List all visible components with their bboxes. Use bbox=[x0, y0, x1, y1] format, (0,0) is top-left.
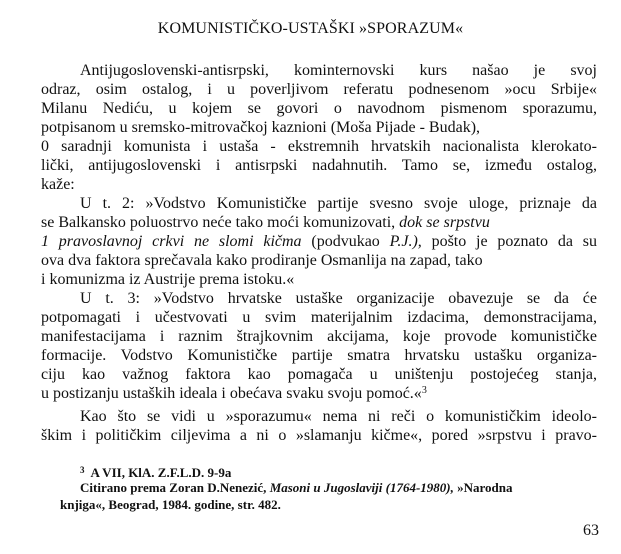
body-line: U t. 3: »Vodstvo hrvatske ustaške organizacije obavezuje se da će bbox=[80, 290, 597, 307]
body-text: pošto je poznato da su bbox=[421, 233, 597, 250]
body-line: formacije. Vodstvo Komunističke partije smatra hrvatsku ustašku organiza- bbox=[41, 347, 597, 364]
footnote-text: Citirano prema Zoran D.Nenezić, bbox=[80, 480, 270, 495]
body-line: ciju kao važnog faktora kao pomagača u uništenju postojećeg stanja, bbox=[41, 366, 597, 383]
body-line: 0 saradnji komunista i ustaša - ekstremnih hrvatskih nacionalista klerokato- bbox=[41, 138, 597, 155]
footnote-book-title: Masoni u Jugoslaviji (1764-1980), bbox=[269, 480, 454, 495]
footnote-number: 3 bbox=[80, 465, 85, 475]
footnote-line bbox=[80, 479, 550, 496]
body-line: Milanu Nediću, u kojem se govori o navodnom pismenom sporazumu, bbox=[41, 100, 597, 117]
body-line: odraz, osim ostalog, i u poverljivom referatu podnesenom »ocu Srbije« bbox=[41, 81, 597, 98]
body-line: kaže: bbox=[41, 176, 75, 193]
body-text: (podvukao bbox=[301, 233, 390, 250]
body-line: ova dva faktora sprečavala kako prodiranje Osmanlija na zapad, tako bbox=[41, 252, 483, 269]
body-line: Antijugoslovenski-antisrpski, kominternovski kurs našao je svoj bbox=[80, 62, 597, 79]
footnote-reference[interactable]: 3 bbox=[421, 385, 427, 396]
body-text: u postizanju ustaških ideala i obećava svaku svoju pomoć.« bbox=[41, 385, 422, 402]
body-line: potpisanom u sremsko-mitrovačkoj kaznioni (Moša Pijade - Budak), bbox=[41, 119, 481, 136]
body-line bbox=[41, 232, 597, 251]
body-line: potpomagati i učestvovati u svim materijalnim izdacima, demonstracijama, bbox=[41, 309, 597, 326]
emphasis-text: dok se srpstvu bbox=[399, 214, 490, 231]
body-line: lički, antijugoslovenski i antisrpski nadahnutih. Tamo se, između ostalog, bbox=[41, 157, 597, 174]
body-text: se Balkansko poluostrvo neće tako moći komunizovati, bbox=[41, 214, 400, 231]
emphasis-text: 1 pravoslavnoj crkvi ne slomi kičma bbox=[41, 233, 302, 250]
body-line: U t. 2: »Vodstvo Komunističke partije svesno svoje uloge, priznaje da bbox=[80, 195, 597, 212]
body-line: manifestacijama i raznim štrajkovnim akcijama, koje provode komunističke bbox=[41, 328, 597, 345]
page-number: 63 bbox=[583, 522, 599, 539]
footnote-line: knjiga«, Beograd, 1984. godine, str. 482. bbox=[60, 497, 281, 512]
body-line bbox=[41, 384, 597, 403]
body-line: škim i političkim ciljevima a ni o »slamanju kičme«, pored »srpstvu i pravo- bbox=[41, 427, 597, 444]
body-line: i komunizma iz Austrije prema istoku.« bbox=[41, 271, 295, 288]
body-line: Kao što se vidi u »sporazumu« nema ni reči o komunističkim ideolo- bbox=[80, 408, 597, 425]
body-line bbox=[41, 213, 597, 232]
footnote-text: »Narodna bbox=[453, 480, 513, 495]
emphasis-text: P.J.), bbox=[389, 233, 422, 250]
footnote-text: A VII, KlA. Z.F.L.D. 9-9a bbox=[90, 465, 232, 480]
chapter-title: KOMUNISTIČKO-USTAŠKI »SPORAZUM« bbox=[157, 20, 464, 37]
